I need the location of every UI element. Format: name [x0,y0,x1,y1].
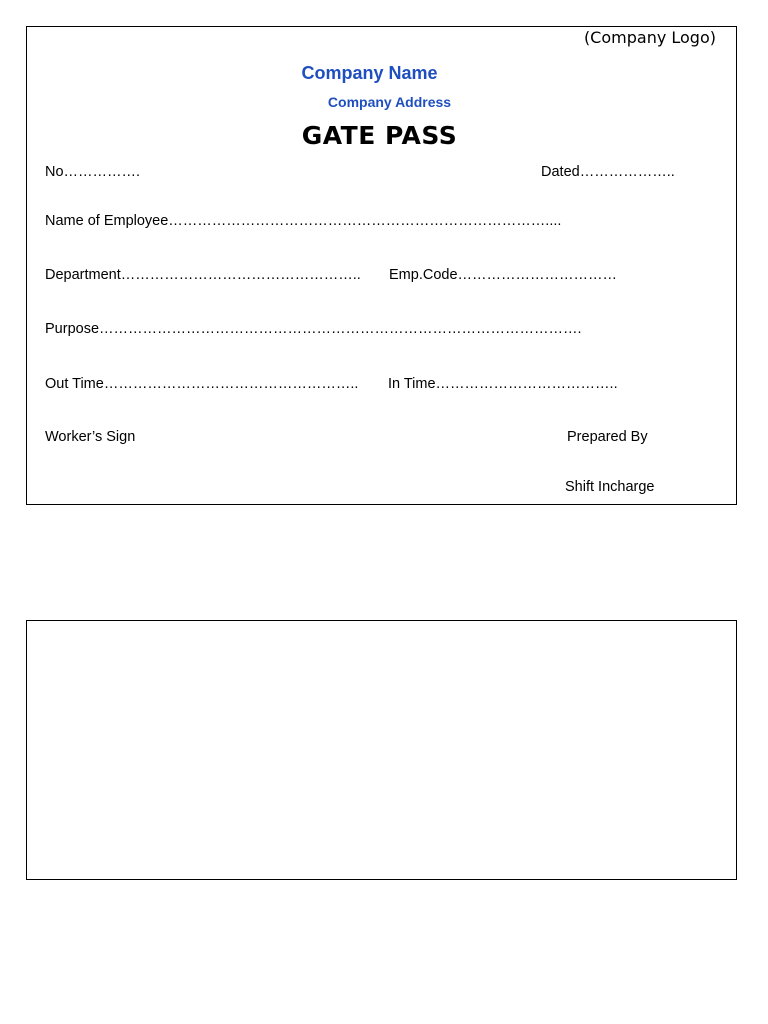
number-field: No……………. [45,164,141,180]
department-field: Department………………………………………….. [45,267,361,283]
purpose-field: Purpose………………………………………………………………………………………. [45,321,582,337]
company-address: Company Address [327,94,452,110]
form-title: GATE PASS [301,121,458,150]
company-name: Company Name [301,63,438,83]
blank-gate-pass-box [26,620,737,880]
company-logo-placeholder: (Company Logo) [583,28,716,47]
date-field: Dated……………….. [541,164,675,180]
gate-pass-form [26,26,737,505]
emp-code-field: Emp.Code…………………………… [389,267,618,283]
shift-incharge-label: Shift Incharge [565,479,655,495]
out-time-field: Out Time…………………………………………….. [45,376,359,392]
prepared-by-label: Prepared By [567,429,648,445]
employee-name-field: Name of Employee…………………………………………………………………….... [45,213,562,229]
workers-sign-label: Worker’s Sign [45,429,136,445]
in-time-field: In Time……………………………….. [388,376,618,392]
